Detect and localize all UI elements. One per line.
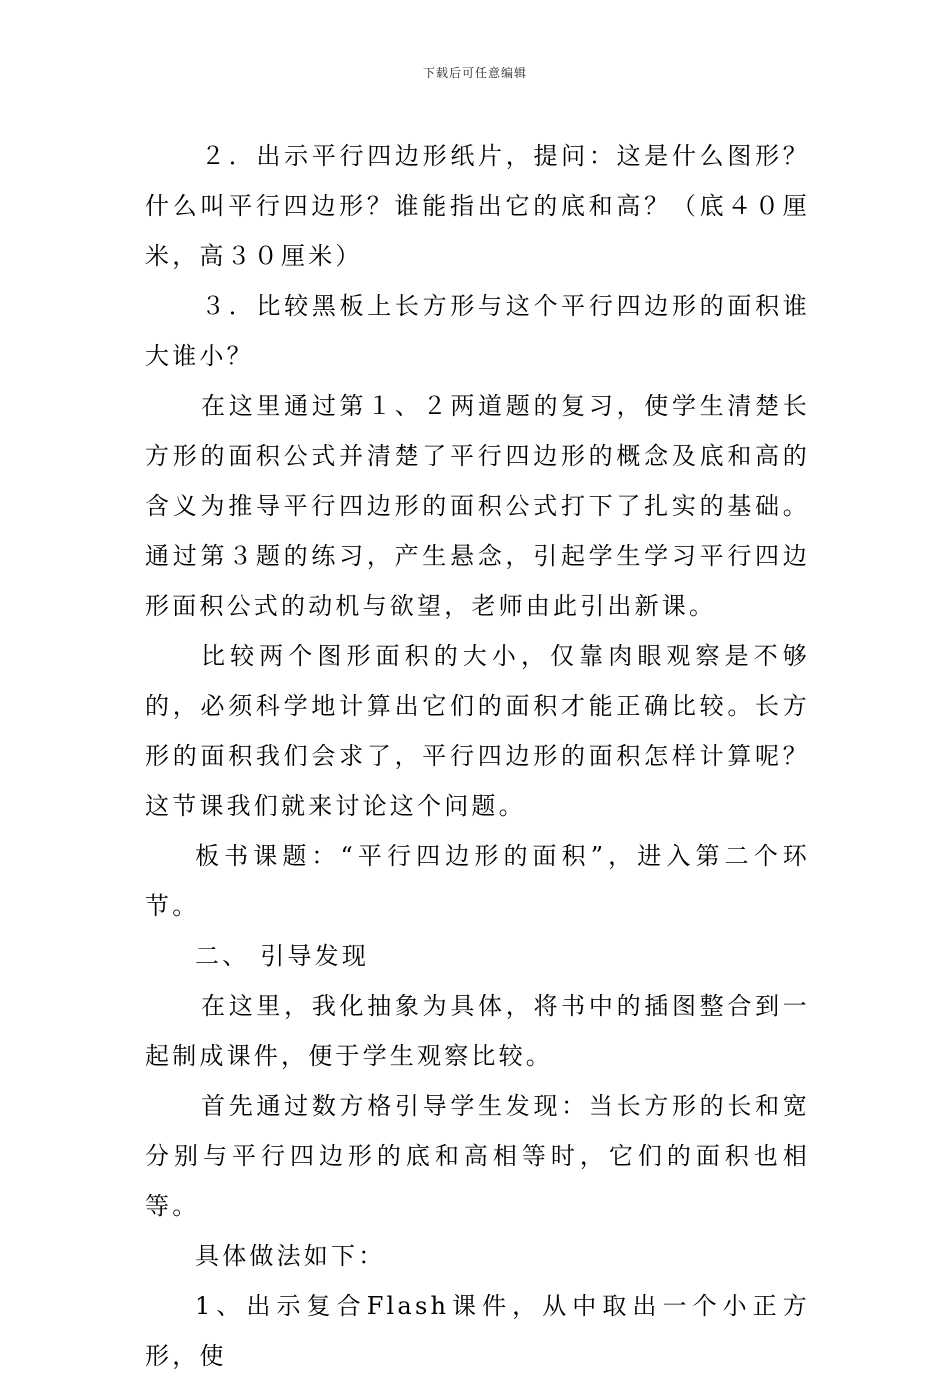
section-heading-guided-discovery: 二、 引导发现 [195, 942, 370, 970]
paragraph-review-3: ３．比较黑板上长方形与这个平行四边形的面积谁大谁小？ [145, 292, 810, 370]
download-note: 下载后可任意编辑 [422, 66, 527, 80]
paragraph-courseware: 在这里，我化抽象为具体，将书中的插图整合到一起制成课件，便于学生观察比较。 [145, 992, 810, 1070]
paragraph-lesson-intro: 比较两个图形面积的大小，仅靠肉眼观察是不够的，必须科学地计算出它们的面积才能正确比较。长方形的面积我们会求了，平行四边形的面积怎样计算呢？这节课我们就来讨论这个问题。 [145, 642, 810, 820]
paragraph-step-1: 1、出示复合Flash课件，从中取出一个小正方形，使 [145, 1292, 810, 1370]
paragraph-method-intro: 具体做法如下： [195, 1242, 386, 1270]
paragraph-blackboard-title: 板书课题：“平行四边形的面积”，进入第二个环节。 [145, 842, 810, 920]
paragraph-review-explanation: 在这里通过第１、２两道题的复习，使学生清楚长方形的面积公式并清楚了平行四边形的概念及底和高的含义为推导平行四边形的面积公式打下了扎实的基础。通过第３题的练习，产生悬念，引起学生学习平行四边形面积公式的动机与欲望，老师由此引出新课。 [145, 392, 810, 620]
paragraph-review-2: ２．出示平行四边形纸片，提问：这是什么图形？什么叫平行四边形？谁能指出它的底和高？（底４０厘米，高３０厘米） [145, 142, 810, 270]
document-body [145, 131, 810, 1381]
paragraph-grid-counting: 首先通过数方格引导学生发现：当长方形的长和宽分别与平行四边形的底和高相等时，它们的面积也相等。 [145, 1092, 810, 1220]
